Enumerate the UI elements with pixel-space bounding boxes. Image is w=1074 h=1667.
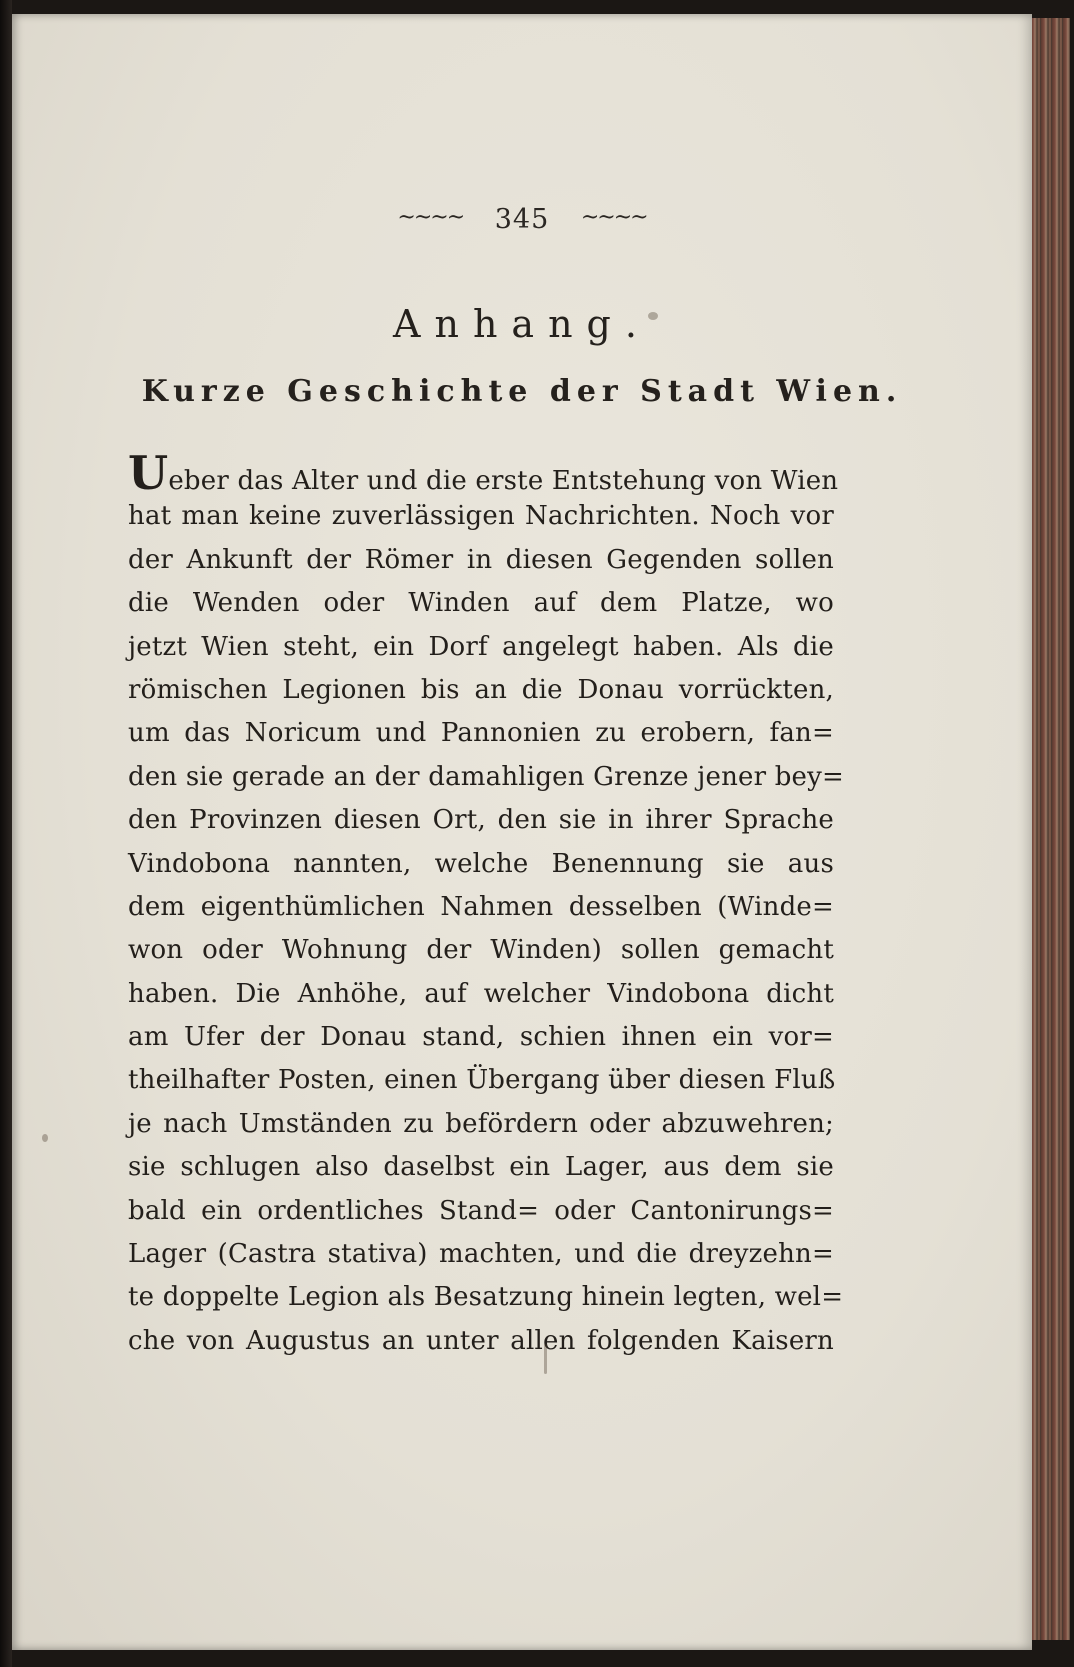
text-line: Lager (Castra stativa) machten, und die dreyzehn=: [128, 1239, 834, 1270]
text-line: te doppelte Legion als Besatzung hinein legten, wel=: [128, 1282, 844, 1313]
text-line: den sie gerade an der damahligen Grenze jener bey=: [128, 761, 845, 792]
page-number: 345: [494, 204, 550, 235]
paper-stain: [648, 312, 658, 320]
text-line: je nach Umständen zu befördern oder abzuwehren;: [128, 1108, 834, 1139]
ornament-left: ~~~~: [397, 205, 464, 230]
text-line: römischen Legionen bis an die Donau vorrückten,: [128, 674, 834, 705]
text-line: am Ufer der Donau stand, schien ihnen ein vor=: [128, 1022, 834, 1053]
text-line: theilhafter Posten, einen Übergang über diesen Fluß: [128, 1065, 836, 1096]
text-line: bald ein ordentliches Stand= oder Cantonirungs=: [128, 1195, 834, 1226]
paper-mark: [544, 1344, 547, 1374]
text-line: um das Noricum und Pannonien zu erobern, fan=: [128, 718, 834, 749]
book-page-edges: [1028, 18, 1070, 1640]
text-line: die Wenden oder Winden auf dem Platze, wo: [128, 588, 834, 619]
paper-stain: [42, 1134, 48, 1142]
text-line: den Provinzen diesen Ort, den sie in ihrer Sprache: [128, 805, 834, 836]
book-page: [12, 14, 1032, 1650]
section-title: Anhang.: [393, 302, 651, 346]
text-line: Vindobona nannten, welche Benennung sie aus: [128, 848, 834, 879]
section-subtitle: Kurze Geschichte der Stadt Wien.: [141, 374, 903, 409]
text-line: der Ankunft der Römer in diesen Gegenden sollen: [128, 544, 834, 575]
text-line: won oder Wohnung der Winden) sollen gemacht: [128, 935, 834, 966]
text-line: che von Augustus an unter allen folgenden Kaisern: [128, 1325, 834, 1356]
text-line: sie schlugen also daselbst ein Lager, aus dem sie: [128, 1152, 834, 1183]
book-binding-edge: [0, 0, 12, 1667]
text-line: hat man keine zuverlässigen Nachrichten. Noch vor: [128, 501, 834, 532]
ornament-right: ~~~~: [580, 205, 647, 230]
text-line: dem eigenthümlichen Nahmen desselben (Winde=: [128, 891, 834, 922]
text-line: Ueber das Alter und die erste Entstehung von Wien: [128, 446, 839, 500]
body-text: [128, 446, 845, 1363]
running-head: [12, 204, 1032, 235]
text-line: jetzt Wien steht, ein Dorf angelegt haben. Als die: [128, 631, 834, 662]
text-line: haben. Die Anhöhe, auf welcher Vindobona dicht: [128, 978, 834, 1009]
